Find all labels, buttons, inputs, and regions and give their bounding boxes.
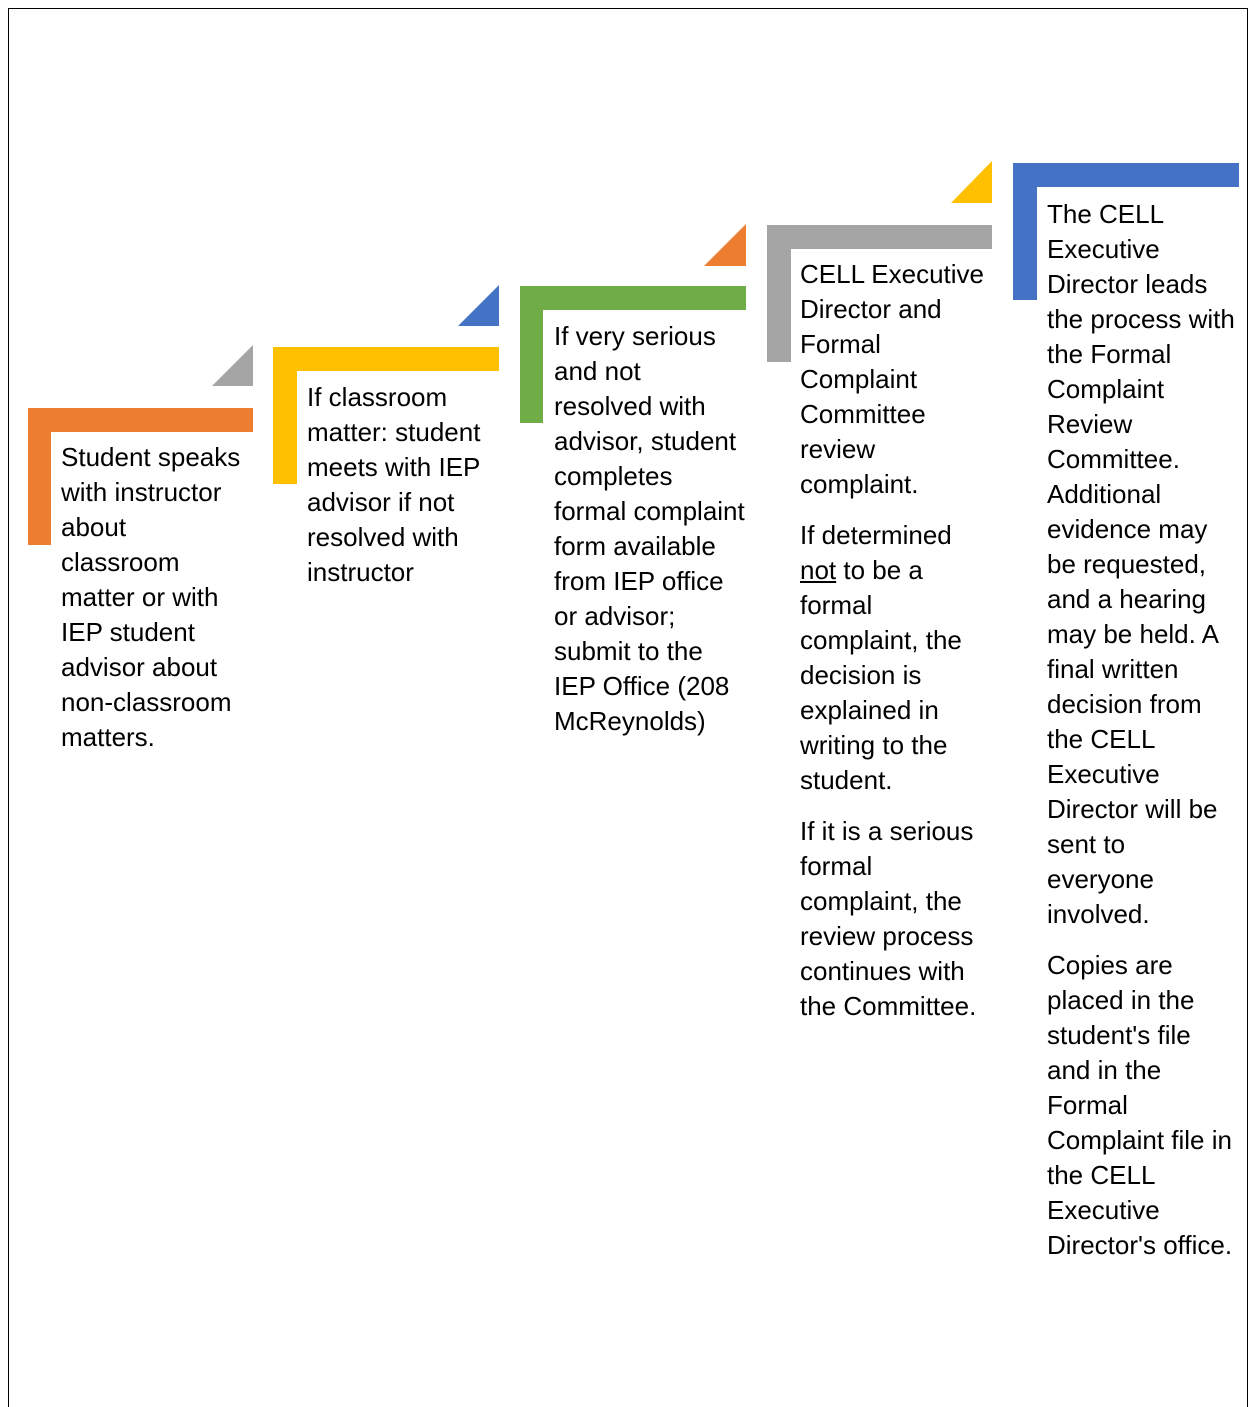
step-4-paragraph-2-start: If determined [800, 520, 952, 550]
step-4-paragraph-3: If it is a serious formal complaint, the review process continues with the Committee. [800, 816, 977, 1021]
step-4-paragraph-2-end: to be a formal complaint, the decision is explained in writing to the student. [800, 555, 962, 795]
step-4-text [800, 257, 990, 1024]
step-5-paragraph-2: Copies are placed in the student's file and in the Formal Complaint file in the CELL Executive Director's office. [1047, 950, 1233, 1260]
step-2-paragraph: If classroom matter: student meets with IEP advisor if not resolved with instructor [307, 382, 481, 587]
step-5-horizontal-bar [1013, 163, 1239, 187]
step-4-paragraph-1: CELL Executive Director and Formal Complaint Committee review complaint. [800, 259, 985, 499]
step-3-corner-triangle [704, 224, 746, 266]
step-2-horizontal-bar [273, 347, 499, 371]
step-4-horizontal-bar [767, 225, 992, 249]
step-2-corner-triangle [458, 285, 499, 326]
step-3-horizontal-bar [520, 286, 746, 310]
step-5-vertical-bar [1013, 163, 1037, 300]
step-3-vertical-bar [520, 286, 543, 423]
step-1-corner-triangle [212, 345, 253, 386]
step-2-text [307, 380, 497, 590]
step-4-corner-triangle [951, 161, 992, 203]
step-1-paragraph: Student speaks with instructor about classroom matter or with IEP student advisor about non-classroom matters. [61, 442, 241, 752]
step-4-paragraph-2 [800, 518, 990, 798]
step-1-horizontal-bar [28, 408, 253, 432]
step-5-text [1047, 197, 1239, 1263]
step-1-vertical-bar [28, 408, 51, 545]
step-1-text [61, 440, 251, 755]
step-2-vertical-bar [273, 347, 297, 484]
step-4-underlined-word: not [800, 555, 837, 585]
step-3-paragraph: If very serious and not resolved with advisor, student completes formal complaint form available from IEP office or advisor; submit to the IEP Office (208 McReynolds) [554, 321, 745, 736]
step-3-text [554, 319, 746, 739]
step-4-vertical-bar [767, 225, 791, 362]
step-5-paragraph-1: The CELL Executive Director leads the process with the Formal Complaint Review Committee. Additional evidence may be requested, and a hearing may be held. A final written decision from the CELL Executive Director will be sent to everyone involved. [1047, 199, 1235, 929]
